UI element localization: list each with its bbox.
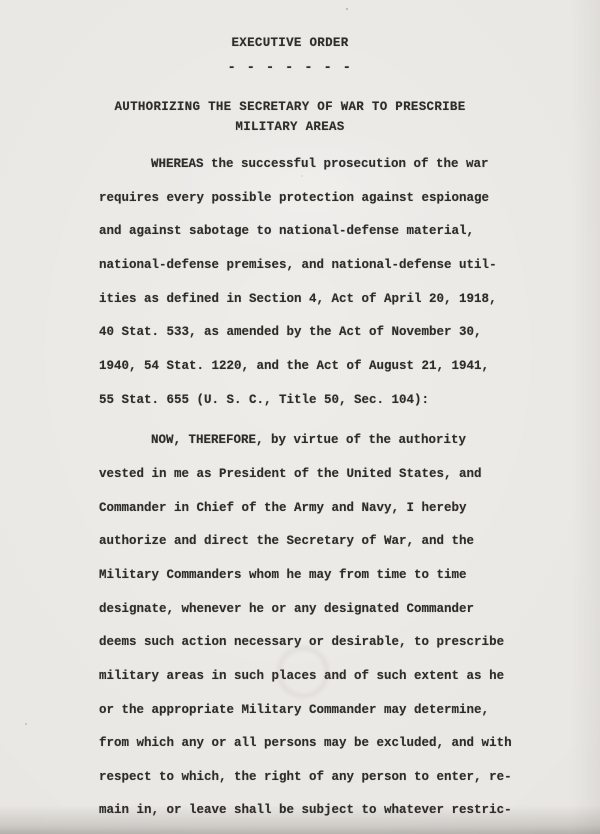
text-line: requires every possible protection against espionage — [99, 190, 490, 205]
document-body — [99, 148, 539, 828]
text-line: ities as defined in Section 4, Act of April 20, 1918, — [99, 291, 497, 306]
text-line: WHEREAS the successful prosecution of the war — [151, 157, 489, 171]
text-line: national-defense premises, and national-defense util- — [99, 257, 497, 272]
text-line: 55 Stat. 655 (U. S. C., Title 50, Sec. 104): — [99, 392, 430, 407]
document-title-line-2: MILITARY AREAS — [235, 119, 345, 134]
text-line: 40 Stat. 533, as amended by the Act of November 30, — [99, 325, 482, 340]
text-line: Commander in Chief of the Army and Navy, I hereby — [99, 500, 467, 515]
text-line: vested in me as President of the United States, and — [99, 466, 482, 481]
divider-dashes: - - - - - - - — [227, 61, 353, 76]
text-line: authorize and direct the Secretary of War, and the — [99, 534, 475, 549]
paragraph-now-therefore — [99, 424, 539, 828]
text-line: deems such action necessary or desirable, to prescribe — [99, 635, 505, 650]
text-line: main in, or leave shall be subject to whatever restric- — [99, 803, 512, 818]
document-title — [85, 98, 495, 137]
text-line: from which any or all persons may be excluded, and with — [99, 736, 512, 751]
text-line: or the appropriate Military Commander may determine, — [99, 702, 490, 717]
text-line: 1940, 54 Stat. 1220, and the Act of August 21, 1941, — [99, 358, 490, 373]
text-line: designate, whenever he or any designated Commander — [99, 601, 475, 616]
text-line: military areas in such places and of such extent as he — [99, 668, 505, 683]
text-line: Military Commanders whom he may from time to time — [99, 567, 467, 582]
document-kicker: EXECUTIVE ORDER — [231, 36, 349, 50]
text-line: respect to which, the right of any person to enter, re- — [99, 769, 512, 784]
text-line: and against sabotage to national-defense material, — [99, 224, 475, 239]
document-title-line-1: AUTHORIZING THE SECRETARY OF WAR TO PRESCRIBE — [114, 100, 466, 114]
text-line: NOW, THEREFORE, by virtue of the authority — [151, 433, 467, 448]
paragraph-whereas — [99, 148, 539, 417]
